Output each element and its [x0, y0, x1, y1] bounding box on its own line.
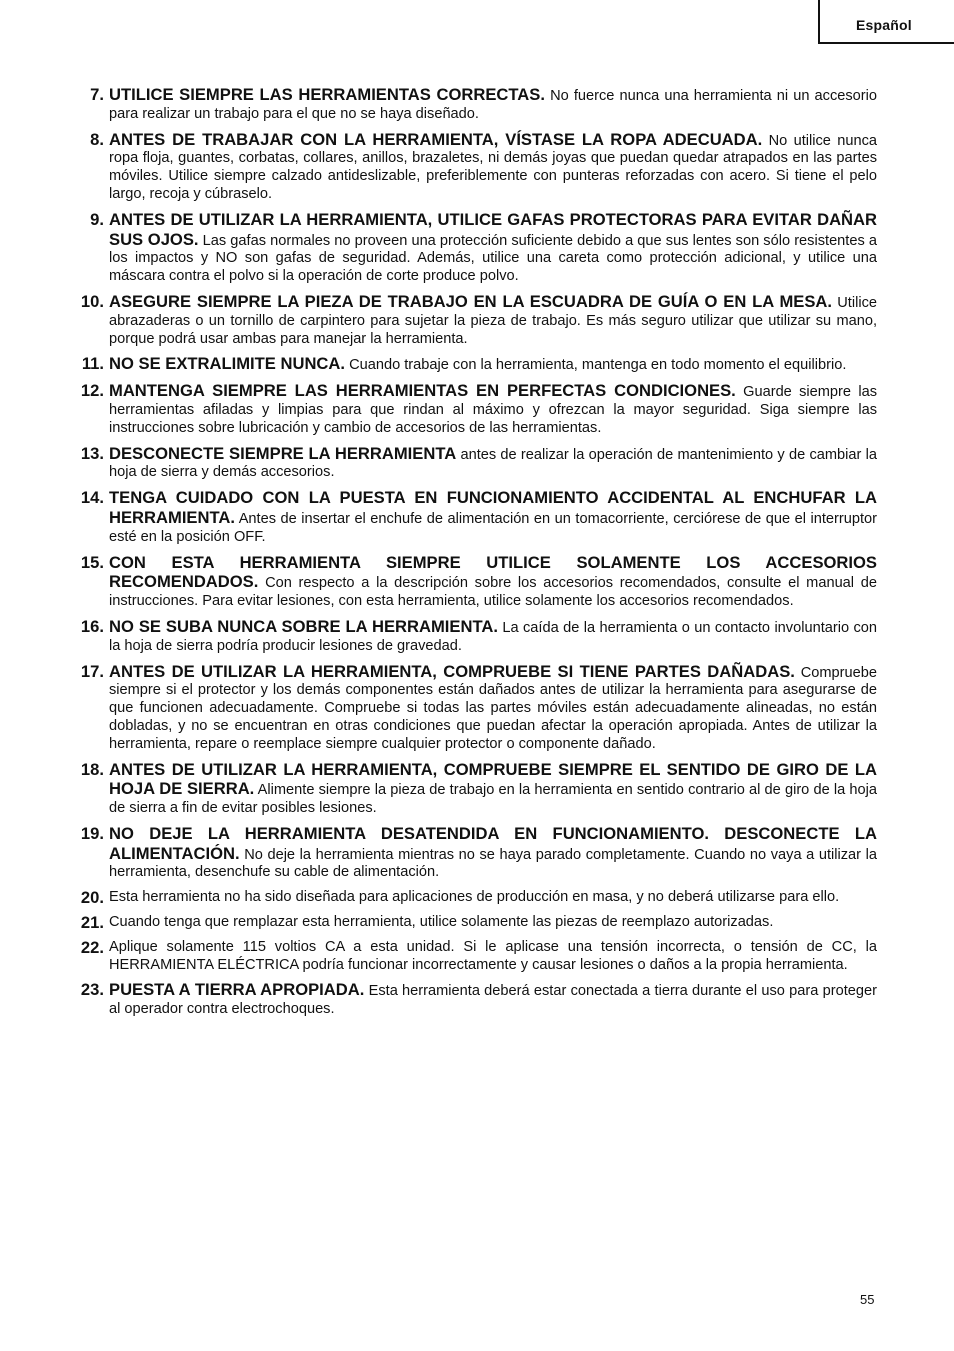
item-text: Compruebe siempre si el protector y los demás componentes están dañados antes de utilizar la herramienta para asegurarse de que funcionen adecuadamente. Compruebe si todas las partes móviles están adecuadamente alineadas, no están dobladas, y no se encuentran en otras condiciones que puedan afectar la operación apropiada. Antes de utilizar la herramienta, repare o reemplace siempre cualquier protector o componente dañado. [109, 664, 877, 752]
item-text: antes de realizar la operación de mantenimiento y de cambiar la hoja de sierra y demás accesorios. [109, 446, 877, 481]
list-item [72, 981, 877, 1019]
list-item [72, 382, 877, 437]
item-number: 19. [80, 823, 104, 843]
list-item [72, 355, 877, 375]
item-number: 22. [80, 937, 104, 957]
item-number: 14. [80, 488, 104, 508]
list-item [72, 86, 877, 124]
item-number: 7. [90, 85, 104, 104]
list-item [72, 761, 877, 818]
item-number: 9. [90, 209, 104, 229]
item-number: 16. [80, 616, 104, 636]
item-number: 10. [80, 291, 104, 311]
item-heading: UTILICE SIEMPRE LAS HERRAMIENTAS CORRECTAS. [109, 85, 545, 104]
item-heading: ANTES DE UTILIZAR LA HERRAMIENTA, COMPRUEBE SIEMPRE EL SENTIDO DE GIRO DE LA HOJA DE SIERRA. [109, 759, 877, 799]
item-number: 15. [80, 552, 104, 572]
item-text: Esta herramienta no ha sido diseñada para aplicaciones de producción en masa, y no deberá utilizarse para ello. [109, 889, 840, 906]
item-text: Cuando trabaje con la herramienta, mantenga en todo momento el equilibrio. [349, 357, 847, 374]
item-number: 13. [80, 443, 104, 463]
list-item [72, 489, 877, 546]
list-item [72, 131, 877, 204]
safety-rules-list [72, 86, 877, 1026]
list-item [72, 914, 877, 932]
item-number: 8. [90, 129, 104, 149]
item-text: Utilice abrazaderas o un tornillo de carpintero para sujetar la pieza de trabajo. Es más seguro utilizar que utilizar su mano, porque podrá usar ambas para manejar la herramienta. [109, 294, 877, 347]
language-tab [818, 0, 954, 44]
item-text: Las gafas normales no proveen una protección suficiente debido a que sus lentes son sólo resistentes a los impactos y NO son gafas de seguridad. Además, utilice una careta como protección adicional, y utilice una máscara contra el polvo si la operación de corte produce polvo. [109, 232, 877, 285]
item-number: 11. [81, 354, 104, 374]
list-item [72, 825, 877, 882]
item-text: Esta herramienta deberá estar conectada a tierra durante el uso para proteger al operador contra electrochoques. [109, 983, 877, 1018]
list-item [72, 939, 877, 975]
item-heading: ANTES DE UTILIZAR LA HERRAMIENTA, UTILICE GAFAS PROTECTORAS PARA EVITAR DAÑAR SUS OJOS. [109, 209, 877, 249]
list-item [72, 554, 877, 611]
language-label: Español [856, 17, 912, 33]
item-number: 21. [80, 913, 104, 933]
item-number: 20. [80, 888, 104, 908]
list-item [72, 293, 877, 348]
item-number: 12. [80, 381, 104, 401]
list-item [72, 663, 877, 754]
item-text: Guarde siempre las herramientas afiladas y limpias para que rindan al máximo y ofrezcan la mayor seguridad. Siga siempre las instrucciones sobre lubricación y cambio de accesorios de las herramientas. [109, 384, 877, 436]
item-text: No deje la herramienta mientras no se haya parado completamente. Cuando no vaya a utilizar la herramienta, desenchufe su cable de alimentación. [109, 846, 877, 881]
item-number: 23. [80, 980, 104, 1000]
item-heading: ANTES DE TRABAJAR CON LA HERRAMIENTA, VÍSTASE LA ROPA ADECUADA. [109, 129, 763, 149]
item-text: Con respecto a la descripción sobre los accesorios recomendados, consulte el manual de instrucciones. Para evitar lesiones, con esta herramienta, utilice solamente los accesorios recomendados. [109, 575, 877, 610]
item-heading: NO SE SUBA NUNCA SOBRE LA HERRAMIENTA. [109, 616, 498, 636]
item-heading: PUESTA A TIERRA APROPIADA. [109, 980, 365, 1000]
item-heading: CON ESTA HERRAMIENTA SIEMPRE UTILICE SOLAMENTE LOS ACCESORIOS RECOMENDADOS. [109, 552, 877, 592]
item-heading: DESCONECTE SIEMPRE LA HERRAMIENTA [109, 443, 457, 463]
list-item [72, 211, 877, 286]
page-number: 55 [860, 1292, 875, 1307]
list-item [72, 445, 877, 483]
item-text: Alimente siempre la pieza de trabajo en la herramienta en sentido contrario al de giro de la hoja de sierra a fin de evitar posibles lesiones. [109, 782, 877, 817]
item-text: Cuando tenga que remplazar esta herramienta, utilice solamente las piezas de reemplazo autorizadas. [109, 914, 774, 931]
list-item [72, 618, 877, 656]
item-heading: ANTES DE UTILIZAR LA HERRAMIENTA, COMPRUEBE SI TIENE PARTES DAÑADAS. [109, 661, 795, 681]
item-heading: NO SE EXTRALIMITE NUNCA. [109, 354, 346, 374]
item-text: Antes de insertar el enchufe de alimentación en un tomacorriente, cerciórese de que el interruptor esté en la posición OFF. [109, 510, 878, 545]
item-text: No utilice nunca ropa floja, guantes, corbatas, collares, anillos, brazaletes, ni demás joyas que puedan quedar atrapados en las partes móviles. Utilice siempre calzado antideslizable, preferiblemente con punteras reforzadas con acero. Si tiene el pelo largo, recoja y cúbraselo. [109, 132, 877, 202]
item-heading: MANTENGA SIEMPRE LAS HERRAMIENTAS EN PERFECTAS CONDICIONES. [109, 381, 736, 401]
item-text: La caída de la herramienta o un contacto involuntario con la hoja de sierra podría producir lesiones de gravedad. [109, 619, 878, 654]
list-item [72, 889, 877, 907]
item-heading: ASEGURE SIEMPRE LA PIEZA DE TRABAJO EN LA ESCUADRA DE GUÍA O EN LA MESA. [109, 291, 832, 311]
item-heading: TENGA CUIDADO CON LA PUESTA EN FUNCIONAMIENTO ACCIDENTAL AL ENCHUFAR LA HERRAMIENTA. [109, 488, 877, 527]
item-text: Aplique solamente 115 voltios CA a esta unidad. Si le aplicase una tensión incorrecta, o tensión de CC, la HERRAMIENTA ELÉCTRICA podría funcionar incorrectamente y causar lesiones o daños a la propia herramienta. [109, 938, 877, 973]
item-heading: NO DEJE LA HERRAMIENTA DESATENDIDA EN FUNCIONAMIENTO. DESCONECTE LA ALIMENTACIÓN. [109, 823, 877, 863]
item-number: 17. [80, 661, 104, 681]
item-text: No fuerce nunca una herramienta ni un accesorio para realizar un trabajo para el que no se haya diseñado. [109, 88, 878, 122]
item-number: 18. [80, 759, 104, 779]
